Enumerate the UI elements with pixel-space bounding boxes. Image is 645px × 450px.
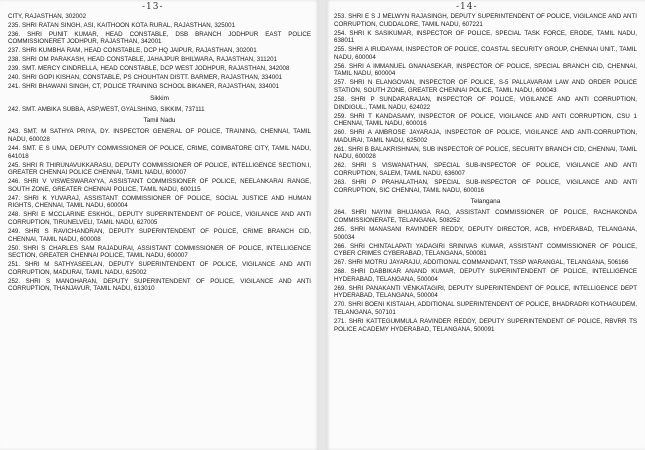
- award-entry: 250. SHRI S CHARLES SAM RAJADURAI, ASSISTANT COMMISSIONER OF POLICE, INTELLIGENCE SECTION, GREATER CHENNAI POLICE, TAMIL NADU, 600007: [8, 244, 311, 260]
- award-entry: 254. SHRI K SASIKUMAR, INSPECTOR OF POLICE, SPECIAL TASK FORCE, ERODE, TAMIL NADU, 638011: [334, 29, 637, 45]
- award-entry: 259. SHRI T KANDASAMY, INSPECTOR OF POLICE, VIGILANCE AND ANTI CORRUPTION, CSU 1 CHENNAI, TAMIL NADU, 600016: [334, 112, 637, 128]
- award-entry: 236. SHRI PUNIT KUMAR, HEAD CONSTABLE, DSB BRANCH JODHPUR EAST POLICE COMMISSIONERET JODHPUR, RAJASTHAN, 342001: [8, 30, 311, 46]
- award-entry: 263. SHRI P PRAHALATHAN, SPECIAL SUB-INSPECTOR OF POLICE, VIGILANCE AND ANTI CORRUPTION, SIC CHENNAI, TAMIL NADU, 600016: [334, 178, 637, 194]
- award-entry: 264. SHRI NAYINI BHUJANGA RAO, ASSISTANT COMMISSIONER OF POLICE, RACHAKONDA COMMISSIONERATE, TELANGANA, 508252: [334, 209, 637, 225]
- award-entry: 269. SHRI PANAKANTI VENKATAGIRI, DEPUTY SUPERINTENDENT OF POLICE, INTELLIGENCE DEPT HYDERABAD, TELANGANA, 500004: [334, 284, 637, 300]
- award-entry: 270. SHRI BOENI KISTAIAH, ADDITIONAL SUPERINTENDENT OF POLICE, BHADRADRI KOTHAGUDEM, TELANGANA, 507101: [334, 301, 637, 316]
- award-entry: 235. SHRI RATAN SINGH, ASI, KAITHOON KOTA RURAL, RAJASTHAN, 325001: [8, 21, 236, 29]
- award-entry: 237. SHRI KUMBHA RAM, HEAD CONSTABLE, DCP HQ JAIPUR, RAJASTHAN, 302001: [8, 47, 257, 55]
- award-entry: 246. SHRI V VISWESWARAYYA, ASSISTANT COMMISSIONER OF POLICE, NEELANKARAI RANGE, SOUTH ZONE, GREATER CHENNAI POLICE, TAMIL NADU, 600115: [8, 178, 311, 193]
- state-heading: Telangana: [470, 198, 501, 206]
- award-entry: 241. SHRI BHAWANI SINGH, CT, POLICE TRAINING SCHOOL BIKANER, RAJASTHAN, 334001: [8, 82, 280, 90]
- award-entry: 249. SHRI S RAVICHANDRAN, DEPUTY SUPERINTENDENT OF POLICE, CRIME BRANCH CID, CHENNAI, TAMIL NADU, 600008: [8, 227, 311, 243]
- award-entry: 265. SHRI MANASANI RAVINDER REDDY, DEPUTY DIRECTOR, ACB, HYDERABAD, TELANGANA, 500034: [334, 225, 637, 241]
- page-content: [8, 13, 311, 294]
- award-entry: 251. SHRI M SATHYASEELAN, DEPUTY SUPERINTENDENT OF POLICE, VIGILANCE AND ANTI CORRUPTION, MADURAI, TAMIL NADU, 625002: [8, 261, 311, 276]
- award-entry: 252. SHRI S MANOHARAN, DEPUTY SUPERINTENDENT OF POLICE, VIGILANCE AND ANTI CORRUPTION, THANJAVUR, TAMIL NADU, 613010: [8, 277, 311, 293]
- state-heading: Sikkim: [150, 94, 169, 102]
- award-entry: 244. SMT. E S UMA, DEPUTY COMMISSIONER OF POLICE, CRIME, COIMBATORE CITY, TAMIL NADU, 641018: [8, 144, 311, 160]
- award-entry: 255. SHRI A IRUDAYAM, INSPECTOR OF POLICE, COASTAL SECURITY GROUP, CHENNAI UNIT., TAMIL NADU, 600004: [334, 46, 637, 61]
- page-14: [326, 0, 645, 450]
- page-content: [334, 13, 637, 334]
- award-entry: 239. SMT. MERCY CINDRELLA, HEAD CONSTABLE, DCP WEST JODHPUR, RAJASTHAN, 342008: [8, 65, 290, 73]
- award-entry: 242. SMT. AMBIKA SUBBA, ASP,WEST, GYALSHING, SIKKIM, 737111: [8, 105, 205, 113]
- award-entry: 262. SHRI S VISWANATHAN, SPECIAL SUB-INSPECTOR OF POLICE, VIGILANCE AND ANTI CORRUPTION, SALEM, TAMIL NADU, 636007: [334, 162, 637, 178]
- award-entry: 266. SHRI CHINTALAPATI YADAGIRI SRINIVAS KUMAR, ASSISTANT COMMISSIONER OF POLICE, CYBER CRIMES CYBERABAD, TELANGANA, 500081: [334, 242, 637, 258]
- page-number: -14-: [456, 2, 478, 12]
- award-entry: 247. SHRI K YUVARAJ, ASSISTANT COMMISSIONER OF POLICE, SOCIAL JUSTICE AND HUMAN RIGHTS, CHENNAI, TAMIL NADU, 600004: [8, 194, 311, 210]
- award-entry: 261. SHRI B BALAKRISHNAN, SUB INSPECTOR OF POLICE, SECURITY BRANCH CID, CHENNAI, TAMIL NADU, 600028: [334, 145, 637, 161]
- award-entry: CITY, RAJASTHAN, 302002: [8, 13, 87, 20]
- award-entry: 243. SMT. M SATHYA PRIYA, DY. INSPECTOR GENERAL OF POLICE, TRAINING, CHENNAI, TAMIL NADU, 600028: [8, 128, 311, 144]
- award-entry: 271. SHRI KATTEGUMMULA RAVINDER REDDY, DEPUTY SUPERINTENDENT OF POLICE, RBVRR TS POLICE ACADEMY HYDERABAD, TELANGANA, 500091: [334, 317, 637, 333]
- award-entry: 260. SHRI A AMBROSE JAYARAJA, INSPECTOR OF POLICE, VIGILANCE AND ANTI-CORRUPTION, MADURAI, TAMIL NADU, 625002: [334, 129, 637, 144]
- award-entry: 257. SHRI N ELANGOVAN, INSPECTOR OF POLICE, S-5 PALLAVARAM LAW AND ORDER POLICE STATION, SOUTH ZONE, GREATER CHENNAI POLICE, TAMIL NADU, 600043: [334, 79, 637, 95]
- award-entry: 238. SHRI OM PARAKASH, HEAD CONSTABLE, JAHAJPUR BHILWARA, RAJASTHAN, 311201: [8, 56, 277, 64]
- award-entry: 258. SHRI P SUNDARARAJAN, INSPECTOR OF POLICE, VIGILANCE AND ANTI CORRUPTION, DINDIGUL., TAMIL NADU, 624022: [334, 95, 637, 111]
- award-entry: 267. SHRI MOTRU JAYARAJU, ADDITIONAL COMMANDANT, TSSP WARANGAL, TELANGANA, 506166: [334, 259, 629, 267]
- award-entry: 268. SHRI DABBIKAR ANAND KUMAR, DEPUTY SUPERINTENDENT OF POLICE, INTELLIGENCE HYDERABAD, TELANGANA, 500004: [334, 268, 637, 283]
- award-entry: 245. SHRI R THIRUNAVUKKARASU, DEPUTY COMMISSIONER OF POLICE, INTELLIGENCE SECTION.I, GREATER CHENNAI POLICE CHENNAI, TAMIL NADU, 600007: [8, 161, 311, 177]
- page-number: -13-: [142, 2, 164, 12]
- award-entry: 248. SHRI E MCCLARINE ESKHOL, DEPUTY SUPERINTENDENT OF POLICE, VIGILANCE AND ANTI CORRUPTION, TIRUNELVELI, TAMIL NADU, 627005: [8, 211, 311, 227]
- state-heading: Tamil Nadu: [143, 117, 176, 125]
- award-entry: 240. SHRI GOPI KISHAN, CONSTABLE, PS CHOUHTAN DISTT. BARMER, RAJASTHAN, 334001: [8, 74, 283, 82]
- page-13: [0, 0, 319, 450]
- award-entry: 253. SHRI E S J MELWYN RAJASINGH, DEPUTY SUPERINTENDENT OF POLICE, VIGILANCE AND ANTI CORRUPTION, CUDDALORE, TAMIL NADU, 607221: [334, 13, 637, 28]
- award-entry: 256. SHRI A IMMANUEL GNANASEKAR, INSPECTOR OF POLICE, SPECIAL BRANCH CID, CHENNAI, TAMIL NADU, 600004: [334, 62, 637, 78]
